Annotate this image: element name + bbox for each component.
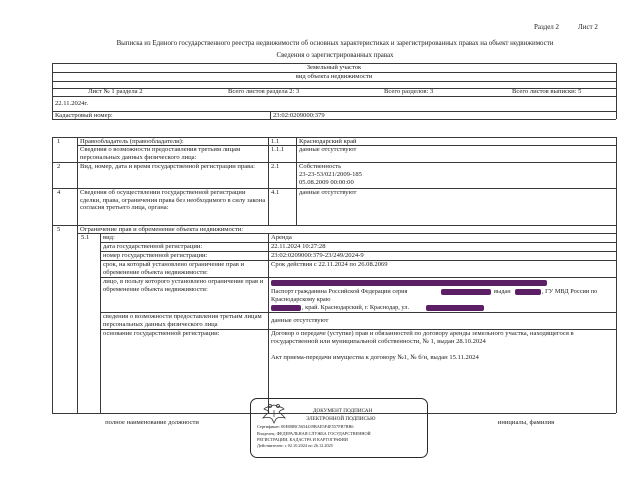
encumbrance-reg-date: 22.11.2024 10:27:28 (271, 243, 326, 250)
encumbrance-type: Аренда (271, 234, 292, 241)
redaction-mark (271, 280, 547, 286)
authority-text: , ГУ МВД России по (542, 288, 598, 295)
registration-date: 05.08.2009 00:00:00 (299, 179, 354, 186)
encumbrance-term: Срок действия с 22.11.2024 по 26.08.2069 (271, 261, 388, 268)
cadastral-label: Кадастровый номер: (55, 112, 113, 119)
row-number: 1 (57, 138, 61, 145)
redaction-mark (441, 289, 491, 295)
row-subnumber: 1.1 (271, 138, 280, 145)
stamp-certificate: Сертификат: 00E0BBC5654439BAE5F4E557FB7BB6 (257, 424, 354, 429)
row-label: Сведения об осуществлении государственной регистрации сделки, права, ограничения права без необходимого в силу закона согласия третьего лица, органа: (80, 189, 266, 212)
position-label: полное наименование должности (105, 419, 199, 426)
registration-number: 23-23-53/021/2009-185 (299, 171, 363, 178)
coat-of-arms-icon (257, 402, 291, 426)
document-subtitle: Сведения о зарегистрированных правах (276, 52, 394, 59)
electronic-signature-stamp (250, 398, 428, 458)
encumbrance-label: сведения о возможности предоставления третьим лицам персональных данных физического лица (103, 313, 262, 328)
redaction-mark (271, 305, 301, 311)
total-sections: Всего разделов: 3 (384, 88, 434, 95)
encumbrance-label: дата государственной регистрации: (103, 243, 203, 250)
row-subnumber: 2.1 (271, 163, 280, 170)
row-number: 2 (57, 163, 61, 170)
row-value: данные отсутствуют (299, 146, 357, 153)
row-label: Ограничение прав и обременение объекта недвижимости: (80, 226, 244, 233)
passport-text: Паспорт гражданина Российской Федерации серия (271, 288, 408, 295)
encumbrance-reg-number: 23:02:0209000:379-23/249/2024-9 (271, 252, 364, 259)
right-type: Собственность (299, 163, 342, 170)
object-type: Земельный участок (306, 64, 362, 71)
encumbrance-label: срок, на который установлено ограничение прав и обременение объекта недвижимости: (103, 261, 245, 276)
row-label: Вид, номер, дата и время государственной регистрации права: (80, 163, 255, 170)
cadastral-number: 23:02:0209000:379 (273, 112, 325, 119)
section-number: Раздел 2 (534, 23, 560, 31)
sheet-no: Лист № 1 раздела 2 (88, 88, 143, 95)
signature-label: инициалы, фамилия (497, 419, 555, 426)
stamp-owner: РЕГИСТРАЦИИ, КАДАСТРА И КАРТОГРАФИИ (257, 437, 348, 442)
encumbrance-label: лицо, в пользу которого установлено ограничение прав и обременение объекта недвижимости: (103, 278, 264, 293)
address-text: , край. Краснодарский, г. Краснодар, ул. (302, 304, 410, 311)
stamp-validity: Действителен: с 02.10.2024 по 26.12.2025 (257, 443, 333, 448)
row-number: 5 (57, 226, 61, 233)
total-extract-sheets: Всего листов выписки: 5 (512, 88, 582, 95)
row-subnumber: 1.1.1 (271, 146, 285, 153)
encumbrance-label: вид: (103, 234, 115, 241)
stamp-subtitle: ЭЛЕКТРОННОЙ ПОДПИСЬЮ (306, 416, 376, 422)
registration-basis: Договор о передаче (уступке) прав и обязанностей по договору аренды земельного участка, находящегося в государственной или муниципальной собственности, № 1, выдан 28.10.2024 (271, 330, 574, 345)
row-label: Правообладатель (правообладатели): (80, 138, 184, 145)
region-text: Краснодарскому краю (271, 296, 331, 303)
extract-date: 22.11.2024г. (55, 100, 89, 107)
row-value: данные отсутствуют (299, 189, 357, 196)
row-subnumber: 5.1 (81, 234, 90, 241)
transfer-act: Акт приема-передачи имущества к договору №1, № б/н, выдан 15.11.2024 (271, 354, 479, 361)
document-title: Выписка из Единого государственного реестра недвижимости об основных характеристиках и зарегистрированных правах на объект недвижимости (116, 40, 554, 47)
rights-holder: Краснодарский край (299, 138, 357, 145)
encumbrance-label: основание государственной регистрации: (103, 330, 220, 337)
row-subnumber: 4.1 (271, 189, 280, 196)
personal-data-value: данные отсутствуют (271, 317, 329, 324)
row-label: Сведения о возможности предоставления третьим лицам персональных данных физического лица: (80, 146, 241, 161)
total-section-sheets: Всего листов раздела 2: 3 (228, 88, 300, 95)
position-line (52, 413, 252, 414)
row-number: 4 (57, 189, 61, 196)
stamp-title: ДОКУМЕНТ ПОДПИСАН (313, 408, 373, 414)
encumbrance-label: номер государственной регистрации: (103, 252, 208, 259)
stamp-owner: Владелец: ФЕДЕРАЛЬНАЯ СЛУЖБА ГОСУДАРСТВЕННОЙ (257, 431, 371, 436)
issued-by-text: выдан (494, 288, 511, 295)
redaction-mark (426, 305, 484, 311)
signature-line (436, 413, 616, 414)
sheet-number: Лист 2 (578, 23, 598, 31)
redaction-mark (515, 289, 541, 295)
object-type-caption: вид объекта недвижимости (295, 73, 373, 80)
